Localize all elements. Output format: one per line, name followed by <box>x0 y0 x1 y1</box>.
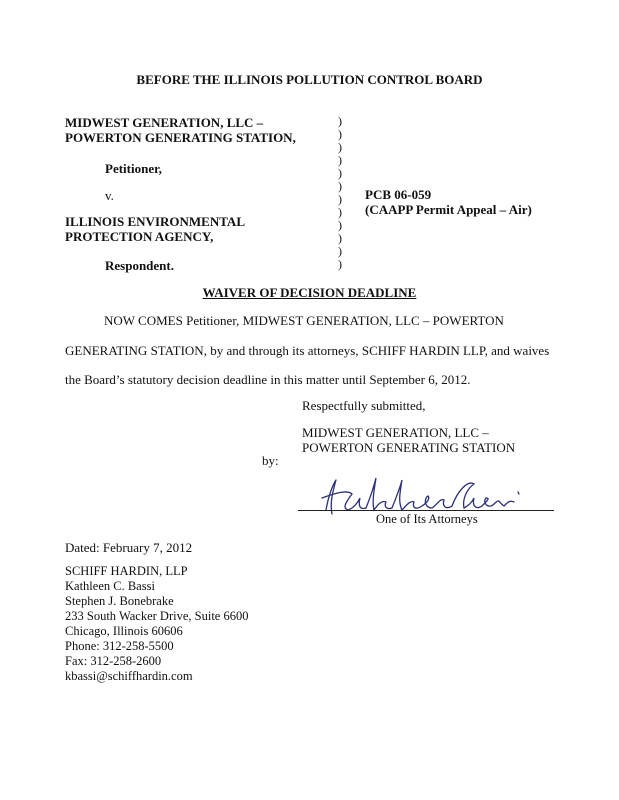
petitioner-label: Petitioner, <box>105 161 162 176</box>
counsel-address1: 233 South Wacker Drive, Suite 6600 <box>65 609 249 623</box>
respondent-name-line1: ILLINOIS ENVIRONMENTAL <box>65 214 245 229</box>
attorney-caption: One of Its Attorneys <box>376 512 478 526</box>
case-type: (CAAPP Permit Appeal – Air) <box>365 202 532 217</box>
counsel-address2: Chicago, Illinois 60606 <box>65 624 183 638</box>
caption-paren: ) <box>338 153 342 167</box>
counsel-fax: Fax: 312-258-2600 <box>65 654 162 668</box>
counsel-firm: SCHIFF HARDIN, LLP <box>65 564 188 578</box>
counsel-attorney2: Stephen J. Bonebrake <box>65 594 174 608</box>
case-number: PCB 06-059 <box>365 187 432 202</box>
caption-paren: ) <box>338 192 342 206</box>
caption-paren: ) <box>338 244 342 258</box>
signature-line <box>298 510 554 511</box>
counsel-email: kbassi@schiffhardin.com <box>65 669 193 683</box>
closing-text: Respectfully submitted, <box>302 398 426 413</box>
counsel-phone: Phone: 312-258-5500 <box>65 639 174 653</box>
caption-paren: ) <box>338 179 342 193</box>
caption-paren: ) <box>338 127 342 141</box>
petitioner-name-line2: POWERTON GENERATING STATION, <box>65 130 296 145</box>
respondent-label: Respondent. <box>105 258 174 273</box>
signatory-party-line1: MIDWEST GENERATION, LLC – <box>302 425 489 440</box>
body-line3: the Board’s statutory decision deadline in this matter until September 6, 2012. <box>65 372 471 387</box>
body-line1: NOW COMES Petitioner, MIDWEST GENERATION, LLC – POWERTON <box>104 313 504 328</box>
caption-paren: ) <box>338 140 342 154</box>
versus-label: v. <box>105 188 114 203</box>
signatory-party-line2: POWERTON GENERATING STATION <box>302 440 516 455</box>
caption-parentheses <box>338 115 348 271</box>
caption-paren: ) <box>338 166 342 180</box>
caption-paren: ) <box>338 257 342 271</box>
by-label: by: <box>262 453 279 468</box>
caption-paren: ) <box>338 231 342 245</box>
board-title: BEFORE THE ILLINOIS POLLUTION CONTROL BOARD <box>136 72 483 87</box>
counsel-attorney1: Kathleen C. Bassi <box>65 579 155 593</box>
dated-line: Dated: February 7, 2012 <box>65 540 193 555</box>
caption-paren: ) <box>338 205 342 219</box>
body-line2: GENERATING STATION, by and through its attorneys, SCHIFF HARDIN LLP, and waives <box>65 343 550 358</box>
caption-paren: ) <box>338 114 342 128</box>
waiver-title: WAIVER OF DECISION DEADLINE <box>202 285 417 300</box>
caption-paren: ) <box>338 218 342 232</box>
petitioner-name-line1: MIDWEST GENERATION, LLC – <box>65 115 264 130</box>
respondent-name-line2: PROTECTION AGENCY, <box>65 229 214 244</box>
